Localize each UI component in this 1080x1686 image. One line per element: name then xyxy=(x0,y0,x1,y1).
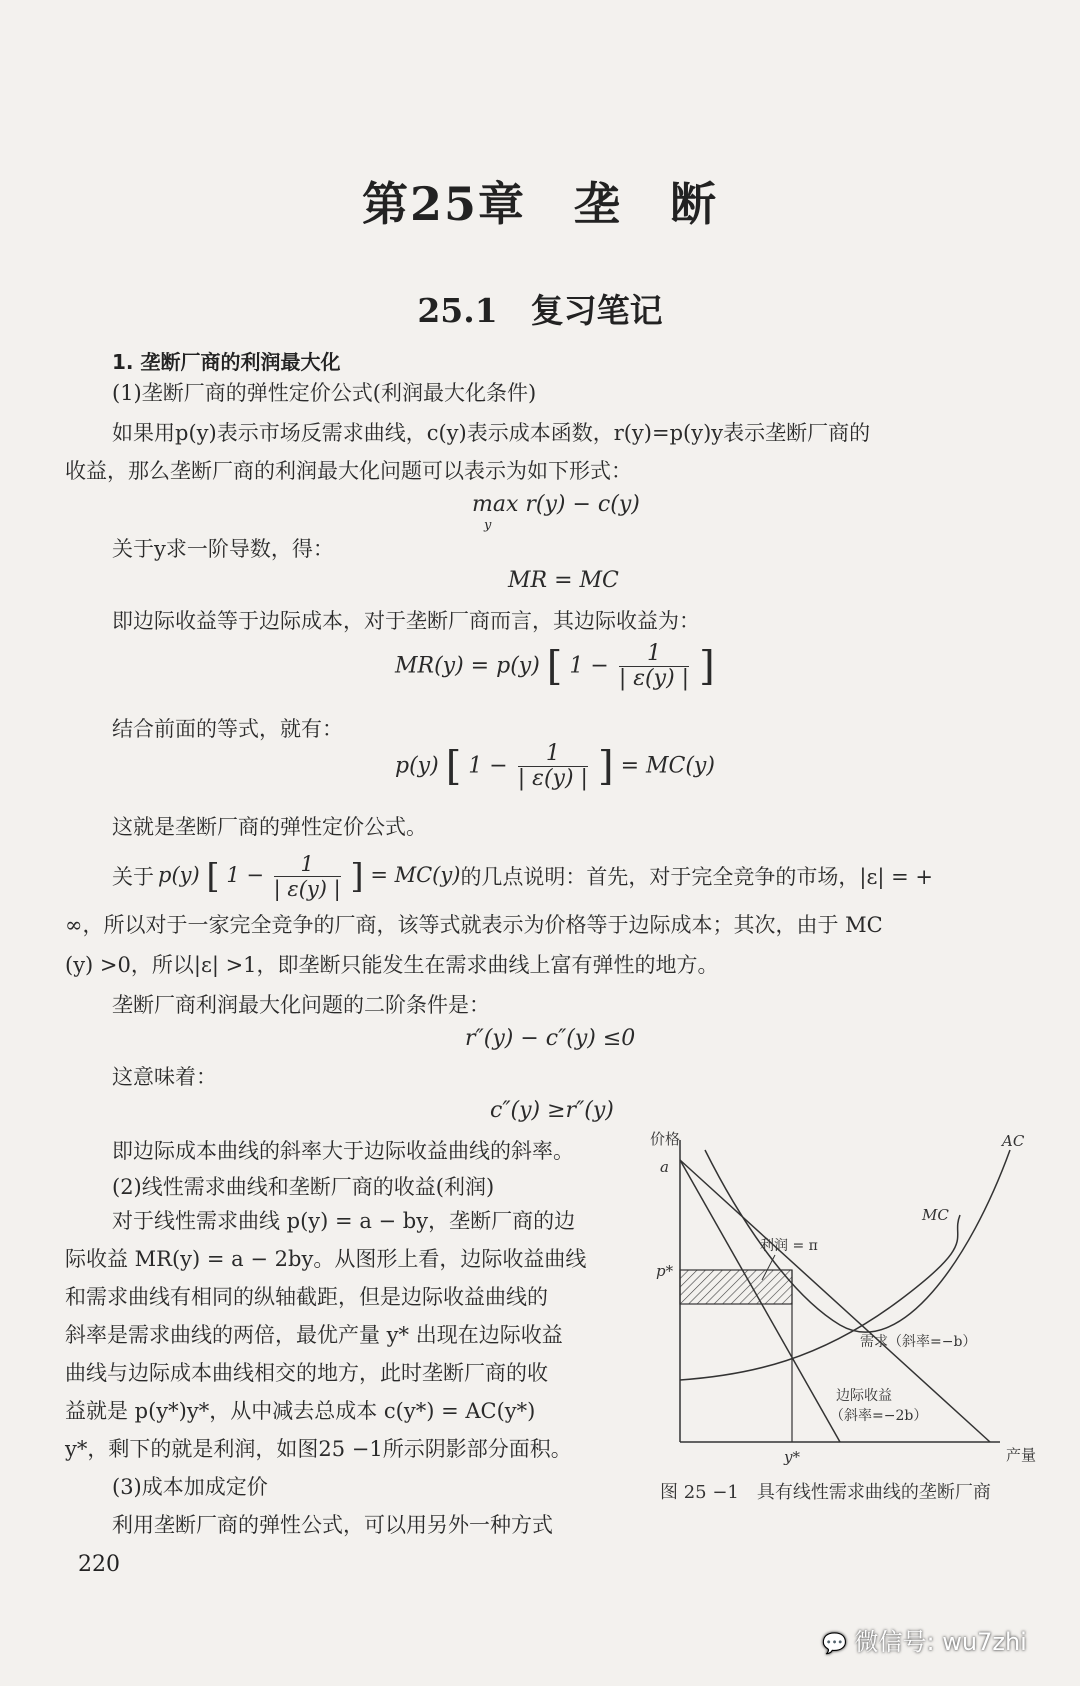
paragraph-line: y*，剩下的就是利润，如图25 −1所示阴影部分面积。 xyxy=(65,1437,572,1461)
mr-slope-label: （斜率=−2b） xyxy=(830,1408,928,1424)
paragraph-line: 这就是垄断厂商的弹性定价公式。 xyxy=(112,815,427,839)
equation-max xyxy=(472,492,640,533)
equation-one-minus: 1 − xyxy=(468,753,508,779)
paragraph-text: 关于 xyxy=(112,864,154,889)
x-axis-label: 产量 xyxy=(1006,1446,1037,1464)
equation-one-minus: 1 − xyxy=(569,653,609,679)
paragraph-line-inline-equation xyxy=(112,852,933,901)
equation-max-text: max r(y) − c(y) xyxy=(472,492,640,517)
heading-profit-max: 1. 垄断厂商的利润最大化 xyxy=(112,350,341,374)
wechat-icon: 💬 xyxy=(822,1631,847,1655)
demand-label: 需求（斜率=−b） xyxy=(860,1334,977,1350)
left-bracket: [ xyxy=(445,743,462,790)
paragraph-line: 垄断厂商利润最大化问题的二阶条件是： xyxy=(112,993,490,1017)
fraction-denominator: | ε(y) | xyxy=(618,666,690,691)
fraction-numerator: 1 xyxy=(274,852,341,877)
paragraph-line: 利用垄断厂商的弹性公式，可以用另外一种方式 xyxy=(112,1513,553,1537)
y-intercept-label: a xyxy=(660,1158,669,1176)
paragraph-line: 即边际收益等于边际成本，对于垄断厂商而言，其边际收益为： xyxy=(112,609,700,633)
paragraph-line: 结合前面的等式，就有： xyxy=(112,717,343,741)
profit-label: 利润 = π xyxy=(760,1238,818,1254)
equation-max-subscript: y xyxy=(484,518,492,533)
equation-lhs: p(y) xyxy=(395,753,439,779)
equation-third: c″(y) ≥r″(y) xyxy=(490,1098,614,1123)
y-star-label: y* xyxy=(784,1448,800,1466)
paragraph-line: 关于y求一阶导数，得： xyxy=(112,537,334,561)
right-bracket: ] xyxy=(699,643,715,690)
page-number: 220 xyxy=(78,1552,120,1577)
ac-curve xyxy=(705,1150,1010,1332)
paragraph-line: ∞，所以对于一家完全竞争的厂商，该等式就表示为价格等于边际成本；其次，由于 MC xyxy=(65,913,883,937)
paragraph-line: (y) >0，所以|ε| >1，即垄断只能发生在需求曲线上富有弹性的地方。 xyxy=(65,953,719,977)
profit-area xyxy=(680,1270,792,1304)
left-bracket: [ xyxy=(546,643,563,690)
paragraph-line: 益就是 p(y*)y*，从中减去总成本 c(y*) = AC(y*) xyxy=(65,1399,536,1423)
fraction xyxy=(274,852,341,901)
paragraph-line: 对于线性需求曲线 p(y) = a − by，垄断厂商的边 xyxy=(112,1209,576,1233)
equation-one-minus: 1 − xyxy=(226,863,264,887)
right-bracket: ] xyxy=(597,743,614,790)
wechat-id: 微信号: wu7zhi xyxy=(854,1628,1027,1656)
equation-second-order: r″(y) − c″(y) ≤0 xyxy=(465,1026,636,1051)
equation-lhs: MR(y) = p(y) xyxy=(395,653,540,679)
figure-caption: 图 25 −1 具有线性需求曲线的垄断厂商 xyxy=(660,1482,991,1503)
subheading-linear-demand: (2)线性需求曲线和垄断厂商的收益(利润) xyxy=(112,1175,495,1199)
equation-marginal-revenue xyxy=(395,642,715,691)
paragraph-line: 和需求曲线有相同的纵轴截距，但是边际收益曲线的 xyxy=(65,1285,548,1309)
monopoly-chart xyxy=(650,1130,1050,1470)
mc-label: MC xyxy=(922,1206,949,1224)
right-bracket: ] xyxy=(350,856,364,897)
inline-equation xyxy=(158,852,460,901)
section-title: 25.1 复习笔记 xyxy=(417,291,663,330)
paragraph-line: 如果用p(y)表示市场反需求曲线，c(y)表示成本函数，r(y)=p(y)y表示垄断厂商的 xyxy=(112,421,871,445)
paragraph-line: 际收益 MR(y) = a − 2by。从图形上看，边际收益曲线 xyxy=(65,1247,587,1271)
mr-label: 边际收益 xyxy=(836,1388,892,1404)
paragraph-line: 斜率是需求曲线的两倍，最优产量 y* 出现在边际收益 xyxy=(65,1323,563,1347)
fraction-numerator: 1 xyxy=(518,742,588,767)
subheading-markup-pricing: (3)成本加成定价 xyxy=(112,1475,268,1499)
paragraph-text: 的几点说明：首先，对于完全竞争的市场，|ε| = + xyxy=(460,864,934,889)
fraction-numerator: 1 xyxy=(619,642,689,667)
p-star-label: p* xyxy=(656,1262,674,1280)
left-bracket: [ xyxy=(206,856,220,897)
equation-rhs: = MC(y) xyxy=(370,863,461,887)
fraction xyxy=(518,742,588,791)
chapter-title: 第25章 垄 断 xyxy=(361,177,718,231)
equation-lhs: p(y) xyxy=(158,863,200,887)
ac-label: AC xyxy=(1002,1132,1025,1150)
equation-rhs: = MC(y) xyxy=(620,753,715,779)
paragraph-line: 曲线与边际成本曲线相交的地方，此时垄断厂商的收 xyxy=(65,1361,548,1385)
paragraph-line: 即边际成本曲线的斜率大于边际收益曲线的斜率。 xyxy=(112,1139,574,1163)
paragraph-line: 这意味着： xyxy=(112,1065,217,1089)
fraction-denominator: | ε(y) | xyxy=(517,766,588,791)
paragraph-line: 收益，那么垄断厂商的利润最大化问题可以表示为如下形式： xyxy=(65,459,632,483)
fraction-denominator: | ε(y) | xyxy=(273,877,341,901)
equation-elastic-pricing xyxy=(395,742,715,791)
y-axis-label: 价格 xyxy=(650,1130,681,1148)
fraction xyxy=(619,642,689,691)
subheading-elastic-pricing: (1)垄断厂商的弹性定价公式(利润最大化条件) xyxy=(112,381,537,405)
equation-mr-mc: MR = MC xyxy=(508,568,619,593)
wechat-watermark xyxy=(822,1622,1027,1657)
